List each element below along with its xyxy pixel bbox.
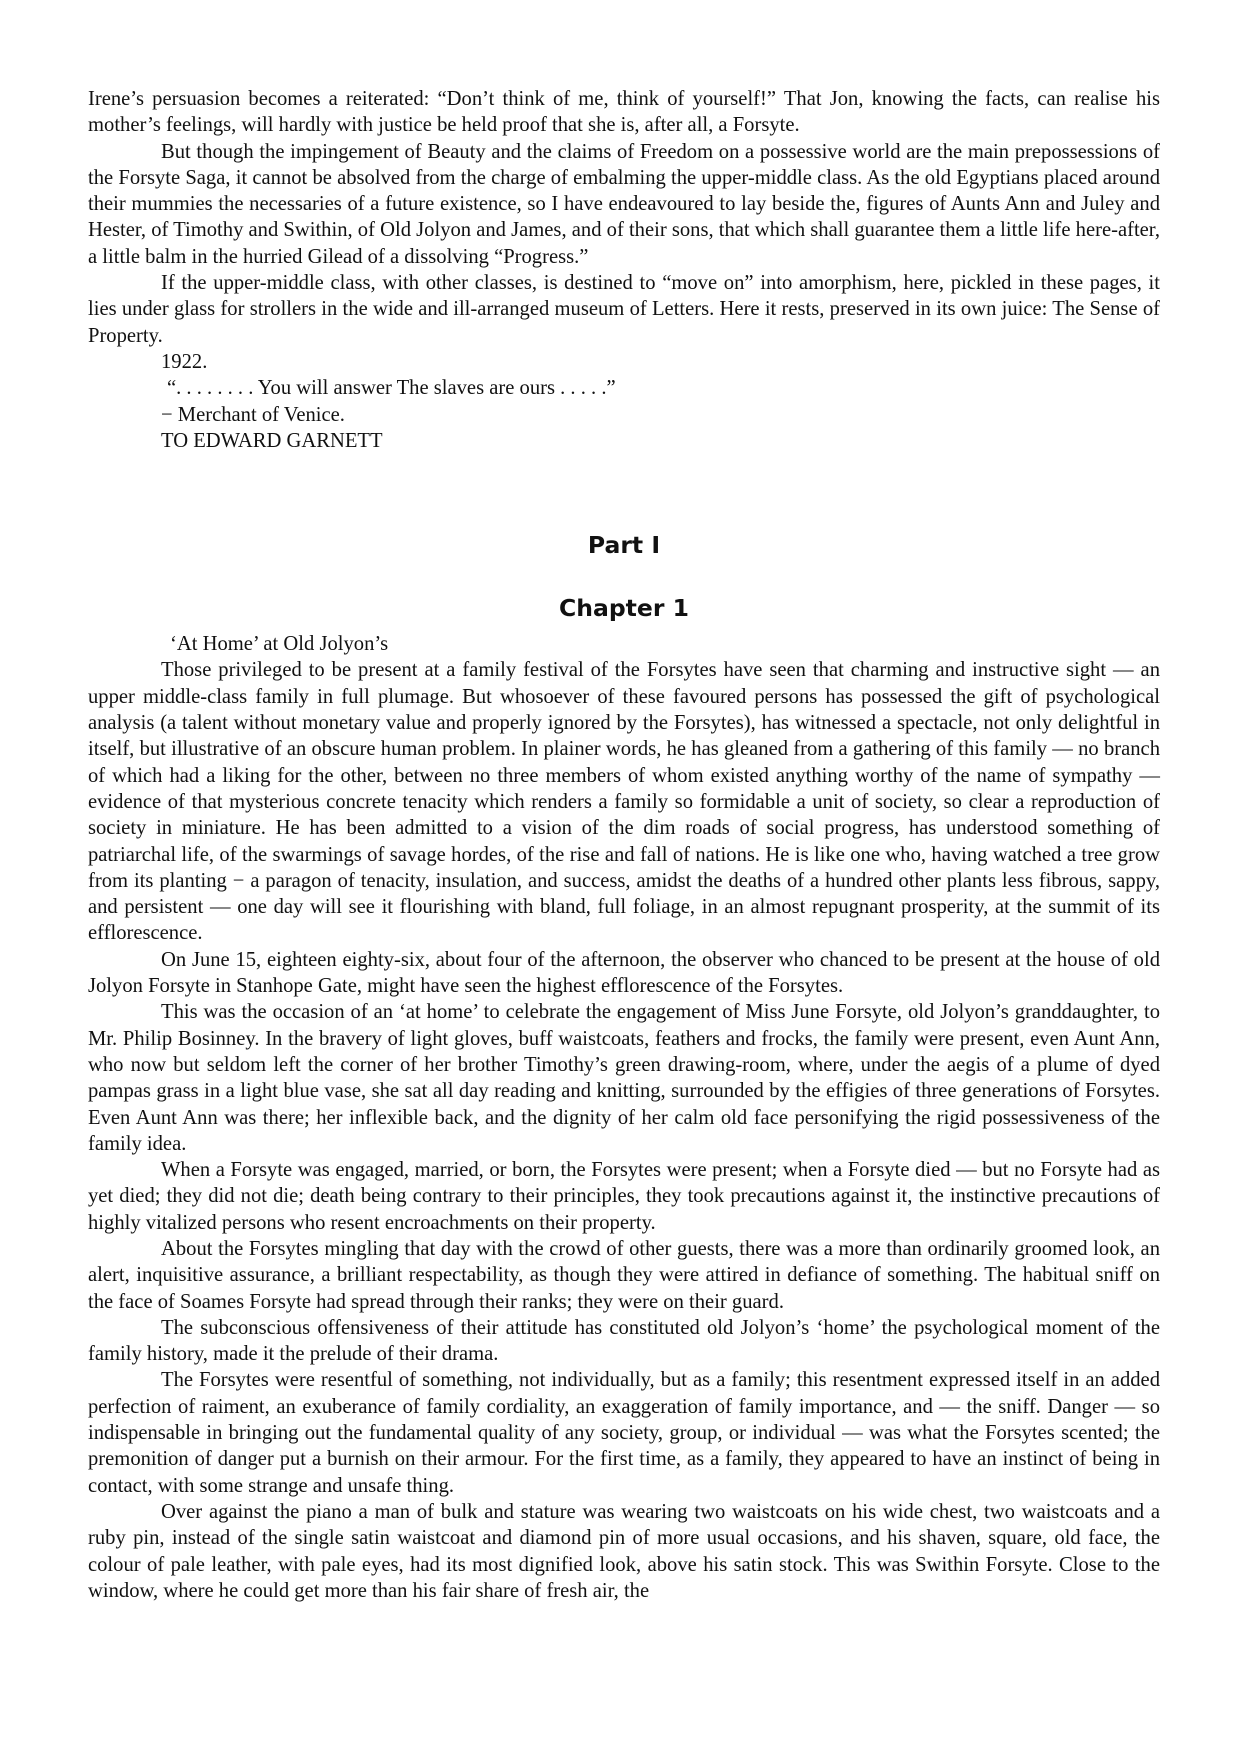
chapter-paragraph-7: The Forsytes were resentful of something, not individually, but as a family; this resentment expressed itself in an added perfection of raiment, an exuberance of family cordiality, an exaggeration of family importance, and — the sniff. Danger — so indispensable in bringing out the fundamental quality of any society, group, or individual — was what the Forsytes scented; the premonition of danger put a burnish on their armour. For the first time, as a family, they appeared to have an instinct of being in contact, with some strange and unsafe thing. (88, 1369, 1160, 1497)
preface-year: 1922. (161, 350, 208, 373)
preface-paragraph-3: If the upper-middle class, with other classes, is destined to “move on” into amorphism, here, pickled in these pages, it lies under glass for strollers in the wide and ill-arranged museum of Letters. Here it rests, preserved in its own juice: The Sense of Property. (88, 272, 1160, 347)
chapter-subtitle: ‘At Home’ at Old Jolyon’s (170, 633, 389, 656)
preface-paragraph-1: Irene’s persuasion becomes a reiterated: “Don’t think of me, think of yourself!” That Jon, knowing the facts, can realise his mother’s feelings, will hardly with justice be held proof that she is, after all, a Forsyte. (88, 88, 1160, 137)
chapter-paragraph-8: Over against the piano a man of bulk and stature was wearing two waistcoats on his wide chest, two waistcoats and a ruby pin, instead of the single satin waistcoat and diamond pin of more usual occasions, and his shaven, square, old face, the colour of pale leather, with pale eyes, had its most dignified look, above his satin stock. This was Swithin Forsyte. Close to the window, where he could get more than his fair share of fresh air, the (88, 1500, 1160, 1602)
part-title: Part I (587, 531, 661, 560)
chapter-paragraph-3: This was the occasion of an ‘at home’ to celebrate the engagement of Miss June Forsyte, old Jolyon’s granddaughter, to Mr. Philip Bosinney. In the bravery of light gloves, buff waistcoats, feathers and frocks, the family were present, even Aunt Ann, who now but seldom left the corner of her brother Timothy’s green drawing-room, where, under the aegis of a plume of dyed pampas grass in a light blue vase, she sat all day reading and knitting, surrounded by the effigies of three generations of Forsytes. Even Aunt Ann was there; her inflexible back, and the dignity of her calm old face personifying the rigid possessiveness of the family idea. (88, 1001, 1160, 1155)
chapter-paragraph-6: The subconscious offensiveness of their attitude has constituted old Jolyon’s ‘home’ the psychological moment of the family history, made it the prelude of their drama. (88, 1316, 1160, 1366)
chapter-paragraph-2: On June 15, eighteen eighty-six, about four of the afternoon, the observer who chanced to be present at the house of old Jolyon Forsyte in Stanhope Gate, might have seen the highest efflorescence of the Forsytes. (88, 948, 1160, 998)
epigraph-attribution: − Merchant of Venice. (161, 403, 345, 426)
epigraph-quote: “. . . . . . . . You will answer The slaves are ours . . . . .” (167, 377, 616, 400)
chapter-paragraph-5: About the Forsytes mingling that day with the crowd of other guests, there was a more than ordinarily groomed look, an alert, inquisitive assurance, a brilliant respectability, as though they were attired in defiance of something. The habitual sniff on the face of Soames Forsyte had spread through their ranks; they were on their guard. (88, 1237, 1160, 1313)
chapter-paragraph-4: When a Forsyte was engaged, married, or born, the Forsytes were present; when a Forsyte died — but no Forsyte had as yet died; they did not die; death being contrary to their principles, they took precautions against it, the instinctive precautions of highly vitalized persons who resent encroachments on their property. (88, 1159, 1160, 1234)
document-page (88, 86, 1160, 1604)
dedication: TO EDWARD GARNETT (161, 429, 383, 452)
chapter-paragraph-1: Those privileged to be present at a family festival of the Forsytes have seen that charming and instructive sight — an upper middle-class family in full plumage. But whosoever of these favoured persons has possessed the gift of psychological analysis (a talent without monetary value and properly ignored by the Forsytes), has witnessed a spectacle, not only delightful in itself, but illustrative of an obscure human problem. In plainer words, he has gleaned from a gathering of this family — no branch of which had a liking for the other, between no three members of whom existed anything worthy of the name of sympathy — evidence of that mysterious concrete tenacity which renders a family so formidable a unit of society, so clear a reproduction of society in miniature. He has been admitted to a vision of the dim roads of social progress, has understood something of patriarchal life, of the swarmings of savage hordes, of the rise and fall of nations. He is like one who, having watched a tree grow from its planting − a paragon of tenacity, insulation, and success, amidst the deaths of a hundred other plants less fibrous, sappy, and persistent — one day will see it flourishing with bland, full foliage, in an almost repugnant prosperity, at the summit of its efflorescence. (88, 659, 1160, 945)
preface-paragraph-2: But though the impingement of Beauty and the claims of Freedom on a possessive world are the main prepossessions of the Forsyte Saga, it cannot be absolved from the charge of embalming the upper-middle class. As the old Egyptians placed around their mummies the necessaries of a future existence, so I have endeavoured to lay beside the, figures of Aunts Ann and Juley and Hester, of Timothy and Swithin, of Old Jolyon and James, and of their sons, that which shall guarantee them a little life here-after, a little balm in the hurried Gilead of a dissolving “Progress.” (88, 140, 1160, 268)
chapter-title: Chapter 1 (559, 594, 689, 623)
